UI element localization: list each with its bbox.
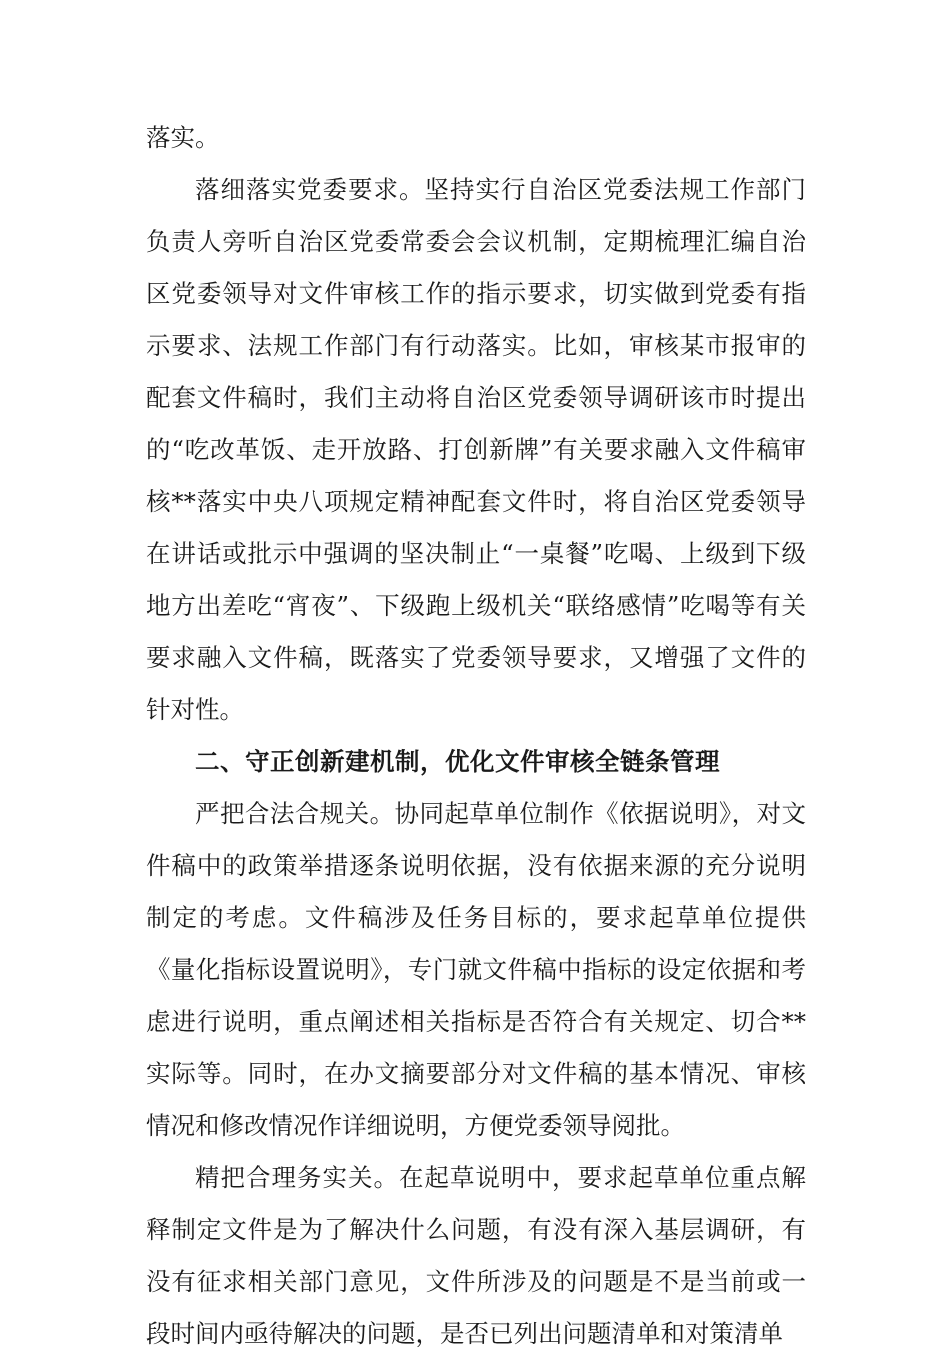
paragraph-continuation: 落实。 [146, 123, 220, 152]
document-body [146, 112, 806, 1360]
section-heading-two: 二、守正创新建机制，优化文件审核全链条管理 [195, 747, 720, 776]
paragraph-legality-compliance: 严把合法合规关。协同起草单位制作《依据说明》，对文件稿中的政策举措逐条说明依据，没有依据来源的充分说明制定的考虑。文件稿涉及任务目标的，要求起草单位提供《量化指标设置说明》，专门就文件稿中指标的设定依据和考虑进行说明，重点阐述相关指标是否符合有关规定、切合**实际等。同时，在办文摘要部分对文件稿的基本情况、审核情况和修改情况作详细说明，方便党委领导阅批。 [146, 799, 806, 1140]
paragraph-reasonableness-practicality: 精把合理务实关。在起草说明中，要求起草单位重点解释制定文件是为了解决什么问题，有没有深入基层调研，有没有征求相关部门意见，文件所涉及的问题是不是当前或一段时间内亟待解决的问题，是否已列出问题清单和对策清单 [146, 1163, 806, 1348]
paragraph-party-committee-requirements: 落细落实党委要求。坚持实行自治区党委法规工作部门负责人旁听自治区党委常委会会议机制，定期梳理汇编自治区党委领导对文件审核工作的指示要求，切实做到党委有指示要求、法规工作部门有行动落实。比如，审核某市报审的配套文件稿时，我们主动将自治区党委领导调研该市时提出的“吃改革饭、走开放路、打创新牌”有关要求融入文件稿审核**落实中央八项规定精神配套文件时，将自治区党委领导在讲话或批示中强调的坚决制止“一桌餐”吃喝、上级到下级地方出差吃“宵夜”、下级跑上级机关“联络感情”吃喝等有关要求融入文件稿，既落实了党委领导要求，又增强了文件的针对性。 [146, 175, 806, 724]
